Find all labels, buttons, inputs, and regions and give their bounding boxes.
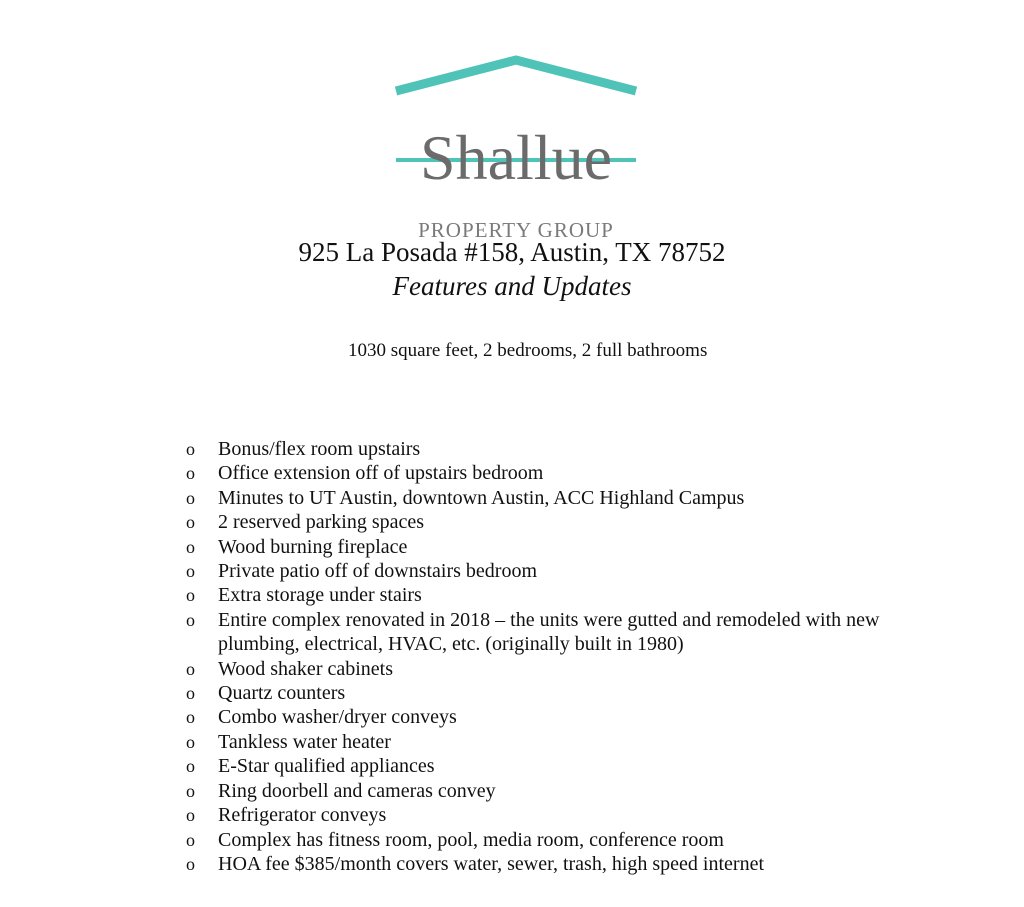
bullet-circle-icon: o [186, 512, 195, 533]
feature-item [186, 681, 946, 705]
feature-item [186, 437, 946, 461]
feature-text: Extra storage under stairs [218, 584, 422, 607]
feature-text: Tankless water heater [218, 730, 391, 753]
feature-item [186, 803, 946, 827]
bullet-circle-icon: o [186, 487, 195, 508]
feature-text: Complex has fitness room, pool, media room, conference room [218, 828, 724, 851]
bullet-circle-icon: o [186, 561, 195, 582]
bullet-circle-icon: o [186, 731, 195, 752]
feature-item [186, 608, 946, 657]
feature-text: Quartz counters [218, 682, 346, 705]
feature-text: Bonus/flex room upstairs [218, 438, 421, 460]
feature-item [186, 779, 946, 803]
bullet-circle-icon: o [186, 609, 195, 630]
feature-item [186, 461, 946, 485]
bullet-circle-icon: o [186, 756, 195, 777]
property-summary: 1030 square feet, 2 bedrooms, 2 full bathrooms [348, 340, 708, 361]
feature-text: Wood burning fireplace [218, 535, 408, 558]
bullet-circle-icon: o [186, 683, 195, 704]
feature-item [186, 754, 946, 778]
feature-text: 2 reserved parking spaces [218, 511, 425, 534]
feature-text: Entire complex renovated in 2018 – the units were gutted and remodeled with new plumbing, electrical, HVAC, etc. (originally built in 1980) [218, 608, 880, 656]
feature-text: E-Star qualified appliances [218, 755, 435, 778]
feature-item [186, 730, 946, 754]
feature-item [186, 486, 946, 510]
bullet-circle-icon: o [186, 658, 195, 679]
bullet-circle-icon: o [186, 829, 195, 850]
bullet-circle-icon: o [186, 805, 195, 826]
features-list [186, 437, 946, 876]
logo-wordmark: Shallue [420, 122, 612, 193]
feature-text: HOA fee $385/month covers water, sewer, trash, high speed internet [218, 852, 765, 875]
property-address: 925 La Posada #158, Austin, TX 78752 [298, 237, 726, 267]
bullet-circle-icon: o [186, 585, 195, 606]
feature-item [186, 852, 946, 876]
feature-item [186, 535, 946, 559]
feature-text: Refrigerator conveys [218, 804, 387, 827]
feature-text: Wood shaker cabinets [218, 657, 393, 680]
feature-text: Combo washer/dryer conveys [218, 706, 457, 729]
bullet-circle-icon: o [186, 536, 195, 557]
logo-tagline: PROPERTY GROUP [418, 218, 614, 242]
feature-text: Minutes to UT Austin, downtown Austin, ACC Highland Campus [218, 486, 745, 509]
feature-item [186, 583, 946, 607]
bullet-circle-icon: o [186, 463, 195, 484]
feature-item [186, 559, 946, 583]
feature-text: Ring doorbell and cameras convey [218, 779, 496, 802]
bullet-circle-icon: o [186, 439, 195, 459]
bullet-circle-icon: o [186, 853, 195, 874]
feature-text: Private patio off of downstairs bedroom [218, 560, 538, 583]
feature-item [186, 828, 946, 852]
feature-item [186, 510, 946, 534]
document-subtitle: Features and Updates [392, 271, 632, 301]
company-logo [390, 54, 642, 242]
bullet-circle-icon: o [186, 707, 195, 728]
feature-text: Office extension off of upstairs bedroom [218, 462, 544, 485]
feature-item [186, 657, 946, 681]
feature-item [186, 705, 946, 729]
bullet-circle-icon: o [186, 780, 195, 801]
